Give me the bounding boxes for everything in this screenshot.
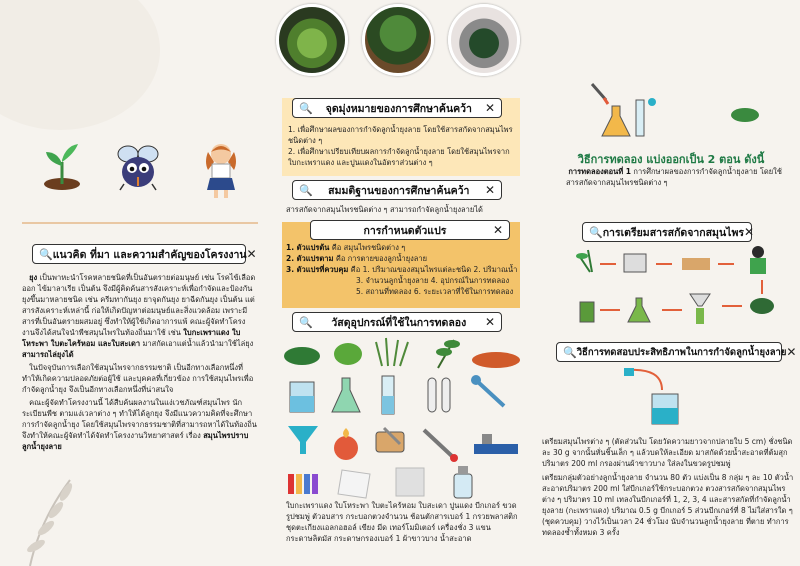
materials-text: ใบกะเพราแดง ใบโหระพา ใบตะไคร้หอม ใบสะเดา ปูนแดง บีกเกอร์ ขวดรูปชมพู่ ตัวอบสาร กระบอกตวงจำนวน ช้อนตักสารเบอร์ 1 กรวยพลาสติก ชุดตะเกียงแอลกอฮอล์ เขียง มีด เทอร์โมมิเตอร์ เครื่องชั่ง 3 แขน กระดาษลิตมัส กระดาษกรองเบอร์ 1 ผ้าขาวบาง น้ำสะอาด (286, 501, 518, 543)
hypothesis-text: สารสกัดจากสมุนไพรชนิดต่าง ๆ สามารถกำจัดลูกน้ำยุงลายได้ (286, 205, 483, 214)
cylinder-icon (382, 376, 394, 414)
basil-photo (362, 4, 434, 76)
eval-illustration (622, 366, 692, 430)
flask-icon (628, 298, 650, 322)
objective-title-bar (292, 98, 502, 118)
objective-item-1: 1. เพื่อศึกษาผลของการกำจัดลูกน้ำยุงลาย โดยใช้สารสกัดจากสมุนไพรชนิดต่าง ๆ (288, 125, 513, 145)
var-1-label: 1. ตัวแปรต้น (286, 243, 330, 252)
leaf-icon (730, 106, 760, 124)
lemongrass-icon (376, 338, 408, 366)
concept-paragraph-1 (22, 272, 258, 360)
search-icon: 🔍 (299, 183, 313, 197)
mosquito-icon (110, 144, 166, 192)
concept-p1-text: เป็นพาหะนำโรคหลายชนิดที่เป็นอันตรายต่อมนุษย์ เช่น โรคไข้เลือดออก ไข้มาลาเรีย เป็นต้น จึงมีผู้คิดค้นสารสังเคราะห์เพื่อกำจัดและป้องกันยุงขึ้นมาหลายชนิด เช่น ครีมทากันยุง ยาจุดกันยุง ยาฉีดกันยุง เป็นต้น แต่สารสังเคราะห์เหล่านี้ ก่อให้เกิดปัญหาต่อมนุษย์และสิ่งแวดล้อม เพราะมีสารที่เป็นอันตรายผสมอยู่ ซึ่งทำให้ผู้ใช้เกิดอาการแพ้ คณะผู้จัดทำโครงงานจึงได้สนใจนำพืชสมุนไพรในท้องถิ่นมาใช้ เช่น (22, 273, 256, 337)
scale-icon (474, 434, 518, 454)
part1-text (566, 166, 786, 188)
search-icon: 🔍 (299, 315, 313, 329)
filter-paper-icon (396, 468, 424, 496)
plant-photo (276, 4, 348, 76)
cutting-board-icon (376, 428, 404, 452)
lamp-icon (334, 428, 358, 460)
method-title: วิธีการทดลอง แบ่งออกเป็น 2 ตอน ดังนี้ (577, 153, 765, 166)
decor-blob (0, 0, 160, 130)
herb-list: ใบกะเพราแดง ใบโหระพา ใบตะไคร้หอม และใบสะเดา (22, 328, 241, 348)
girl-icon (200, 140, 242, 200)
funnel-icon (288, 426, 318, 454)
concept-title: แนวคิด ที่มา และความสำคัญของโครงงาน (52, 248, 247, 261)
herbs-icon (576, 250, 592, 272)
variables-title-bar (310, 220, 510, 240)
seedling-icon (40, 140, 84, 192)
concept-p3-text: คณะผู้จัดทำโครงงานนี้ ได้สืบค้นผลงานในแง่เวชภัณฑ์สมุนไพร นักระเบียนพืช ตามแง่เวลาต่าง ๆ ทำให้ได้ลูกยุง จึงมีแนวความคิดที่จะศึกษาการกำจัดลูกน้ำยุง โดยใช้สมุนไพรจากธรรมชาติที่สามารถหาได้ในท้องถิ่น จึงทำให้คณะผู้จัดทำได้จัดทำโครงงานวิทยาศาสตร์ เรื่อง (22, 398, 257, 440)
variables-list (286, 242, 518, 297)
step-2: เตรียมกลุ่มตัวอย่างลูกน้ำยุงลาย จำนวน 80 ตัว แบ่งเป็น 8 กลุ่ม ๆ ละ 10 ตัวน้ำสะอาดปริมาตร 200 ml ใส่บีกเกอร์ใช้กระบอกตวง ตวงสารสกัดจากสมุนไพรต่าง ๆ ปริมาตร 10 ml เทลงในบีกเกอร์ที่ 1, 2, 3, 4 และสารสกัดที่กำจัดลูกน้ำยุงลาย (กะเพราแดง) ปริมาณ 0.5 g บีกเกอร์ 5 ส่วนบีกเกอร์ที่ 8 ไม่ใส่สารใด ๆ (ชุดควบคุม) วางไว้เป็นเวลา 24 ชั่วโมง นับจำนวนลูกน้ำยุงลาย ที่ตาย ทำการทดลองซ้ำทั้งหมด 3 ครั้ง (542, 473, 794, 537)
basil-leaf-icon (284, 347, 320, 365)
close-icon: ✕ (484, 183, 495, 197)
red-lime-icon (472, 352, 520, 368)
concept-p2-text: ในปัจจุบันการเลือกใช้สมุนไพรจากธรรมชาติ เป็นอีกทางเลือกหนึ่งที่ทำให้เกิดความปลอดภัยต่อผู้ใช้ และบุคคลที่เกี่ยวข้อง การใช้สมุนไพรเพื่อกำจัดลูกน้ำยุง จึงเป็นอีกทางเลือกหนึ่งที่น่าสนใจ (22, 363, 254, 394)
hypothesis-title-bar (292, 180, 502, 200)
search-icon: 🔍 (299, 101, 313, 115)
materials-illustrations (278, 334, 524, 502)
litmus-paper-icon (288, 474, 318, 494)
right-column (532, 0, 800, 566)
hypothesis-title: สมมติฐานของการศึกษาค้นคว้า (328, 184, 470, 197)
beaker-icon (290, 382, 314, 412)
var-controlled (286, 264, 518, 275)
center-column (268, 0, 532, 566)
part1-desc: การศึกษาผลของการกำจัดลูกน้ำยุงลาย โดยใช้สารสกัดจากสมุนไพรชนิดต่าง ๆ (566, 167, 782, 187)
concept-paragraph-3 (22, 397, 258, 452)
divider (22, 222, 258, 224)
var-2-text: คือ การตายของลูกน้ำยุงลาย (335, 254, 428, 263)
holy-basil-icon (334, 343, 362, 365)
var-3-text: คือ 1. ปริมาณของสมุนไพรแต่ละชนิด 2. ปริมาณน้ำ (350, 265, 518, 274)
close-icon: ✕ (246, 247, 257, 261)
eval-steps (542, 436, 798, 538)
variables-title: การกำหนดตัวแปร (363, 224, 447, 237)
var-independent (286, 242, 518, 253)
extract-title-bar (582, 222, 755, 242)
repel-result: สามารถไล่ยุงได้ (22, 350, 74, 359)
cutting-icon (682, 258, 710, 270)
close-icon: ✕ (484, 315, 495, 329)
close-icon: ✕ (492, 223, 503, 237)
objective-item-2: 2. เพื่อศึกษาเปรียบเทียบผลการกำจัดลูกน้ำยุงลาย โดยใช้สมุนไพรจากใบกะเพราแดง และปูนแดงในอัตราส่วนต่าง ๆ (288, 147, 510, 167)
concept-paragraph-2 (22, 362, 258, 395)
mortar-photo (448, 4, 520, 76)
search-icon: 🔍 (39, 247, 53, 261)
step-1: เตรียมสมุนไพรต่าง ๆ (ตัดส่วนใบ โดยวัดความยาวจากปลายใบ 5 cm) ชั่งชนิดละ 30 g จากนั้นหั่นชิ้นเล็ก ๆ แล้วบดให้ละเอียด มาสกัดด้วยน้ำสะอาดที่ต้มสุก ปริมาตร 200 ml กรองผ่านผ้าขาวบาง ใส่ลงในขวดรูปชมพู่ (542, 437, 793, 468)
var-dependent (286, 253, 518, 264)
scale-icon (624, 254, 646, 272)
person-icon (750, 246, 766, 274)
objective-list (288, 124, 518, 168)
thermometer-icon (424, 430, 458, 462)
materials-title: วัสดุอุปกรณ์ที่ใช้ในการทดลอง (331, 316, 467, 329)
extraction-flow (572, 244, 792, 328)
lab-flask-icon (582, 80, 662, 140)
close-icon: ✕ (484, 101, 495, 115)
extract-title: การเตรียมสารสกัดจากสมุนไพร (602, 226, 745, 239)
neem-icon (436, 340, 460, 368)
close-icon: ✕ (744, 225, 755, 239)
search-icon: 🔍 (589, 225, 603, 239)
var-3-label: 3. ตัวแปรที่ควบคุม (286, 265, 349, 274)
concept-body (22, 272, 258, 452)
test-tube-icon (428, 378, 450, 412)
part1-label: การทดลองตอนที่ 1 (568, 167, 632, 176)
materials-title-bar (292, 312, 502, 332)
var-controlled-3: 5. สถานที่ทดลอง 6. ระยะเวลาที่ใช้ในการทดลอง (356, 287, 514, 296)
var-controlled-2: 3. จำนวนลูกน้ำยุงลาย 4. อุปกรณ์ในการทดลอง (356, 276, 510, 285)
left-column (0, 0, 268, 566)
flask-icon (332, 378, 360, 412)
concept-p1-tail: มาสกัดเอาแต่น้ำแล้วนำมาใช้ไล่ยุง (142, 339, 254, 348)
objective-title: จุดมุ่งหมายของการศึกษาค้นคว้า (325, 102, 472, 115)
cloth-icon (338, 470, 370, 498)
filter-icon (690, 294, 710, 324)
mosquito-word: ยุง (29, 273, 38, 282)
bottle-icon (454, 466, 472, 498)
eval-title: วิธีการทดสอบประสิทธิภาพในการกำจัดลูกน้ำยุงลาย (576, 346, 787, 358)
eval-title-bar (556, 342, 797, 362)
var-2-label: 2. ตัวแปรตาม (286, 254, 334, 263)
mortar-icon (750, 298, 774, 314)
search-icon: 🔍 (563, 345, 577, 359)
spoon-icon (471, 375, 504, 406)
var-1-text: คือ สมุนไพรชนิดต่าง ๆ (331, 243, 406, 252)
concept-title-bar (32, 244, 257, 264)
decor-plant-left (0, 470, 120, 566)
close-icon: ✕ (786, 345, 797, 359)
bottle-icon (580, 302, 594, 322)
project-name: สมุนไพรปราบลูกน้ำยุงลาย (22, 431, 249, 451)
